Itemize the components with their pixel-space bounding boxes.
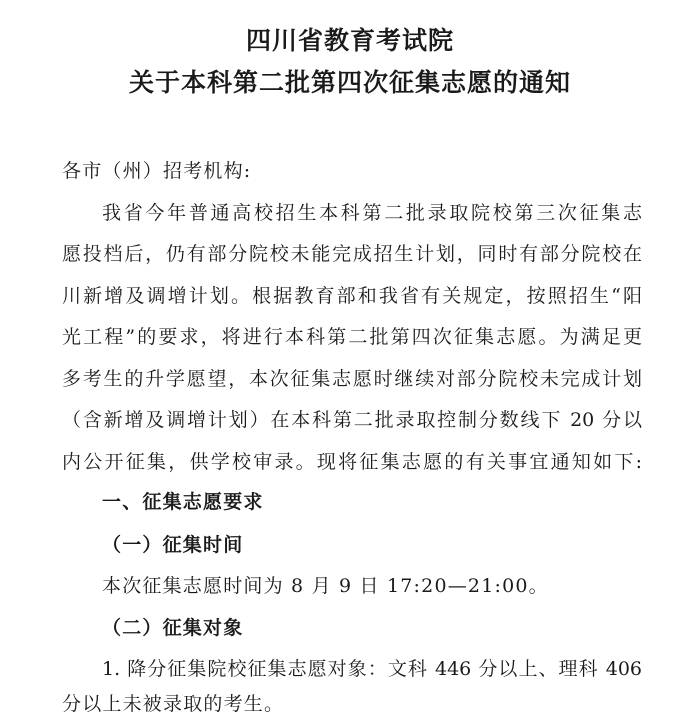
document-title-issuer: 四川省教育考试院 (245, 26, 454, 55)
subsection-2-item-1-line-2: 分以上未被录取的考生。 (62, 693, 285, 715)
body-line-7: 内公开征集，供学校审录。现将征集志愿的有关事宜通知如下: (62, 451, 642, 473)
body-line-4: 光工程”的要求，将进行本科第二批第四次征集志愿。为满足更 (62, 326, 642, 348)
subsection-2-heading: （二）征集对象 (102, 617, 244, 639)
subsection-1-heading: （一）征集时间 (102, 534, 244, 556)
section-1-heading: 一、征集志愿要求 (102, 491, 264, 513)
body-line-3: 川新增及调增计划。根据教育部和我省有关规定，按照招生“阳 (62, 285, 642, 307)
body-line-2: 愿投档后，仍有部分院校未能完成招生计划，同时有部分院校在 (62, 243, 642, 265)
document-title-subject: 关于本科第二批第四次征集志愿的通知 (128, 68, 571, 97)
body-line-6: （含新增及调增计划）在本科第二批录取控制分数线下 20 分以 (62, 409, 642, 431)
subsection-1-text: 本次征集志愿时间为 8 月 9 日 17:20—21:00。 (102, 575, 549, 597)
body-line-5: 多考生的升学愿望，本次征集志愿时继续对部分院校未完成计划 (62, 368, 642, 390)
body-line-1: 我省今年普通高校招生本科第二批录取院校第三次征集志 (102, 202, 642, 224)
subsection-2-item-1-line-1: 1. 降分征集院校征集志愿对象：文科 446 分以上、理科 406 (102, 658, 642, 680)
salutation: 各市（州）招考机构: (62, 160, 252, 182)
